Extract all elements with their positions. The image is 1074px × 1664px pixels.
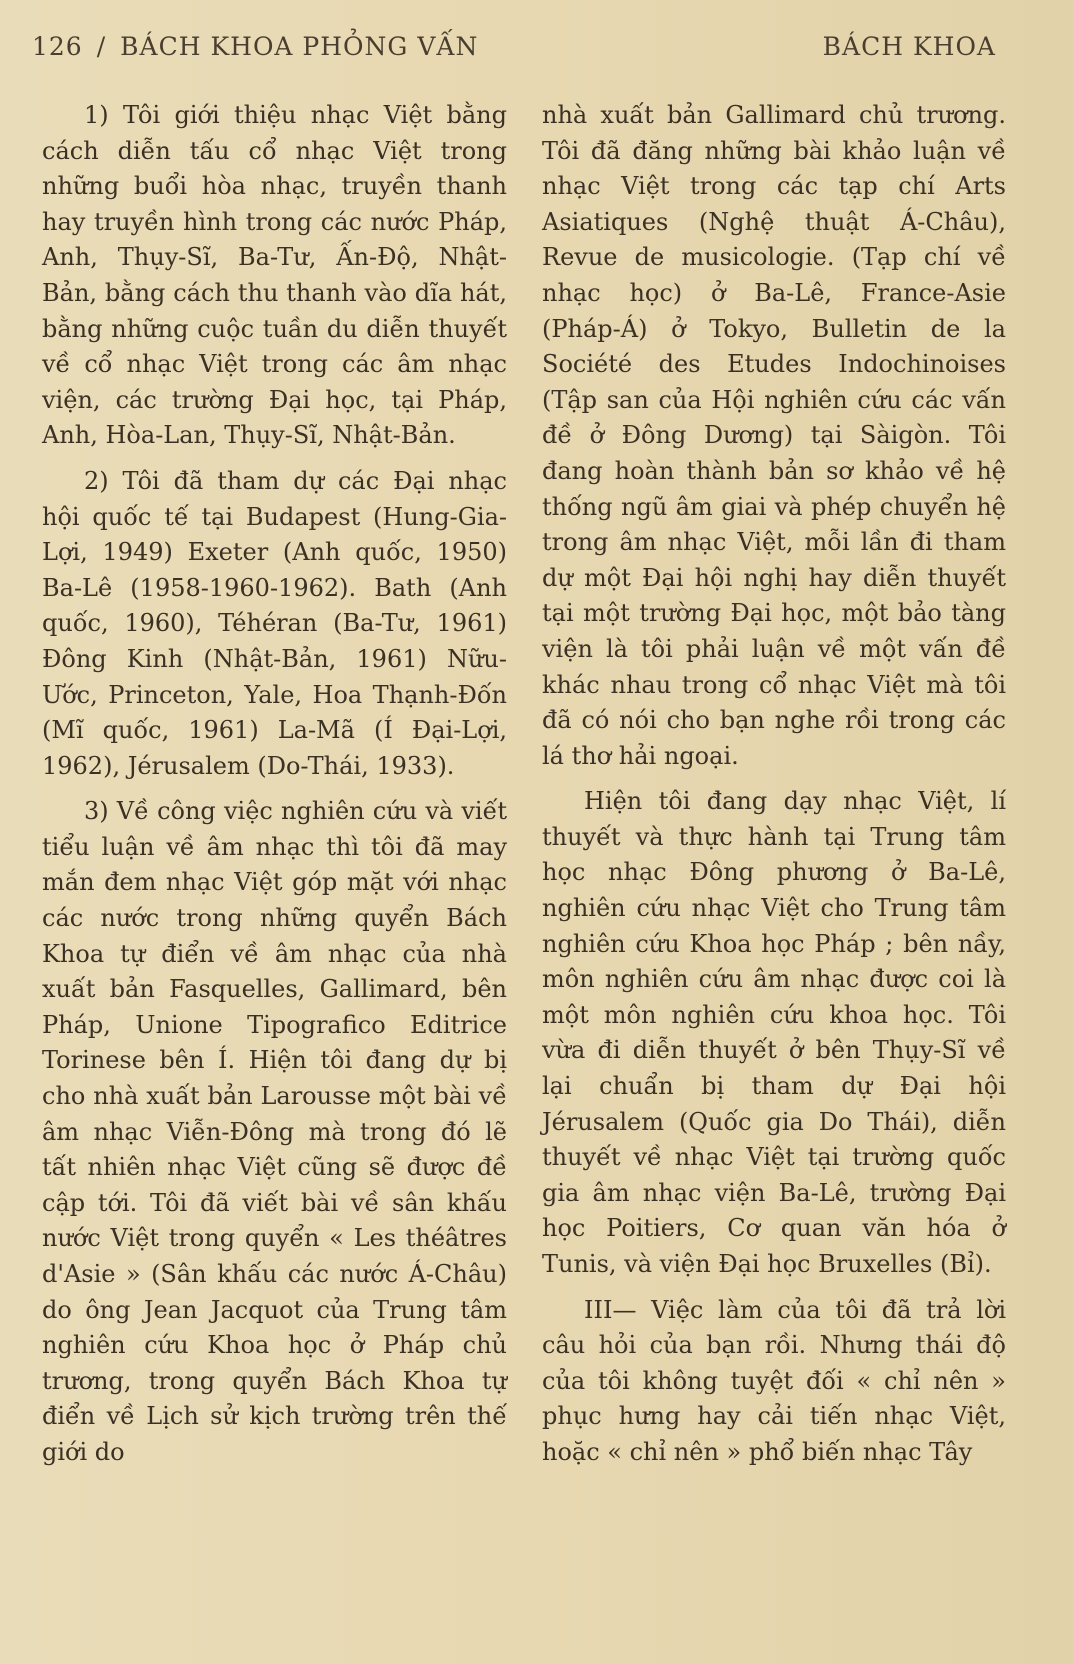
journal-name: BÁCH KHOA [822,32,996,61]
paragraph-right-2: Hiện tôi đang dạy nhạc Việt, lí thuyết và thực hành tại Trung tâm học nhạc Đông phương ở Ba-Lê, nghiên cứu nhạc Việt cho Trung tâm nghiên cứu Khoa học Pháp ; bên nầy, môn nghiên cứu âm nhạc được coi là một môn nghiên cứu khoa học. Tôi vừa đi diễn thuyết ở bên Thụy-Sĩ về lại chuẩn bị tham dự Đại hội Jérusalem (Quốc gia Do Thái), diễn thuyết về nhạc Việt tại trường quốc gia âm nhạc viện Ba-Lê, trường Đại học Poitiers, Cơ quan văn hóa ở Tunis, và viện Đại học Bruxelles (Bỉ). [542,787,1006,1278]
page-header [32,32,996,72]
paragraph-left-3: 3) Về công việc nghiên cứu và viết tiểu luận về âm nhạc thì tôi đã may mắn đem nhạc Việt góp mặt với nhạc các nước trong những quyển Bách Khoa tự điển về âm nhạc của nhà xuất bản Fasquelles, Gallimard, bên Pháp, Unione Tipografico Editrice Torinese bên Í. Hiện tôi đang dự bị cho nhà xuất bản Larousse một bài về âm nhạc Viễn-Đông mà trong đó lẽ tất nhiên nhạc Việt cũng sẽ được đề cập tới. Tôi đã viết bài về sân khấu nước Việt trong quyển « Les théâtres d'Asie » (Sân khấu các nước Á-Châu) do ông Jean Jacquot của Trung tâm nghiên cứu Khoa học ở Pháp chủ trương, trong quyển Bách Khoa tự điển về Lịch sử kịch trường trên thế giới do [42,797,507,1466]
paragraph-left-2: 2) Tôi đã tham dự các Đại nhạc hội quốc tế tại Budapest (Hung-Gia-Lợi, 1949) Exeter (Anh quốc, 1950) Ba-Lê (1958-1960-1962). Bath (Anh quốc, 1960), Téhéran (Ba-Tư, 1961) Đông Kinh (Nhật-Bản, 1961) Nữu-Ước, Princeton, Yale, Hoa Thạnh-Đốn (Mĩ quốc, 1961) La-Mã (Í Đại-Lợi, 1962), Jérusalem (Do-Thái, 1933). [42,466,507,780]
paragraph-left-1: 1) Tôi giới thiệu nhạc Việt bằng cách diễn tấu cổ nhạc Việt trong những buổi hòa nhạc, truyền thanh hay truyền hình trong các nước Pháp, Anh, Thụy-Sĩ, Ba-Tư, Ấn-Độ, Nhật-Bản, bằng cách thu thanh vào dĩa hát, bằng những cuộc tuần du diễn thuyết về cổ nhạc Việt trong các âm nhạc viện, các trường Đại học, tại Pháp, Anh, Hòa-Lan, Thụy-Sĩ, Nhật-Bản. [42,101,507,450]
left-column [42,98,507,1481]
header-left [32,32,478,61]
right-column [542,98,1006,1481]
section-title: BÁCH KHOA PHỎNG VẤN [120,32,479,61]
header-separator: / [96,32,107,61]
page-number: 126 [32,32,83,61]
paragraph-right-3: III— Việc làm của tôi đã trả lời câu hỏi của bạn rồi. Nhưng thái độ của tôi không tuyệt đối « chỉ nên » phục hưng hay cải tiến nhạc Việt, hoặc « chỉ nên » phổ biến nhạc Tây [542,1295,1006,1466]
paragraph-right-1: nhà xuất bản Gallimard chủ trương. Tôi đã đăng những bài khảo luận về nhạc Việt trong các tạp chí Arts Asiatiques (Nghệ thuật Á-Châu), Revue de musicologie. (Tạp chí về nhạc học) ở Ba-Lê, France-Asie (Pháp-Á) ở Tokyo, Bulletin de la Société des Etudes Indochinoises (Tập san của Hội nghiên cứu các vấn đề ở Đông Dương) tại Sàigòn. Tôi đang hoàn thành bản sơ khảo về hệ thống ngũ âm giai và phép chuyển hệ trong âm nhạc Việt, mỗi lần đi tham dự một Đại hội nghị hay diễn thuyết tại một trường Đại học, một bảo tàng viện là tôi phải luận về một vấn đề khác nhau trong cổ nhạc Việt mà tôi đã có nói cho bạn nghe rồi trong các lá thơ hải ngoại. [542,101,1006,770]
